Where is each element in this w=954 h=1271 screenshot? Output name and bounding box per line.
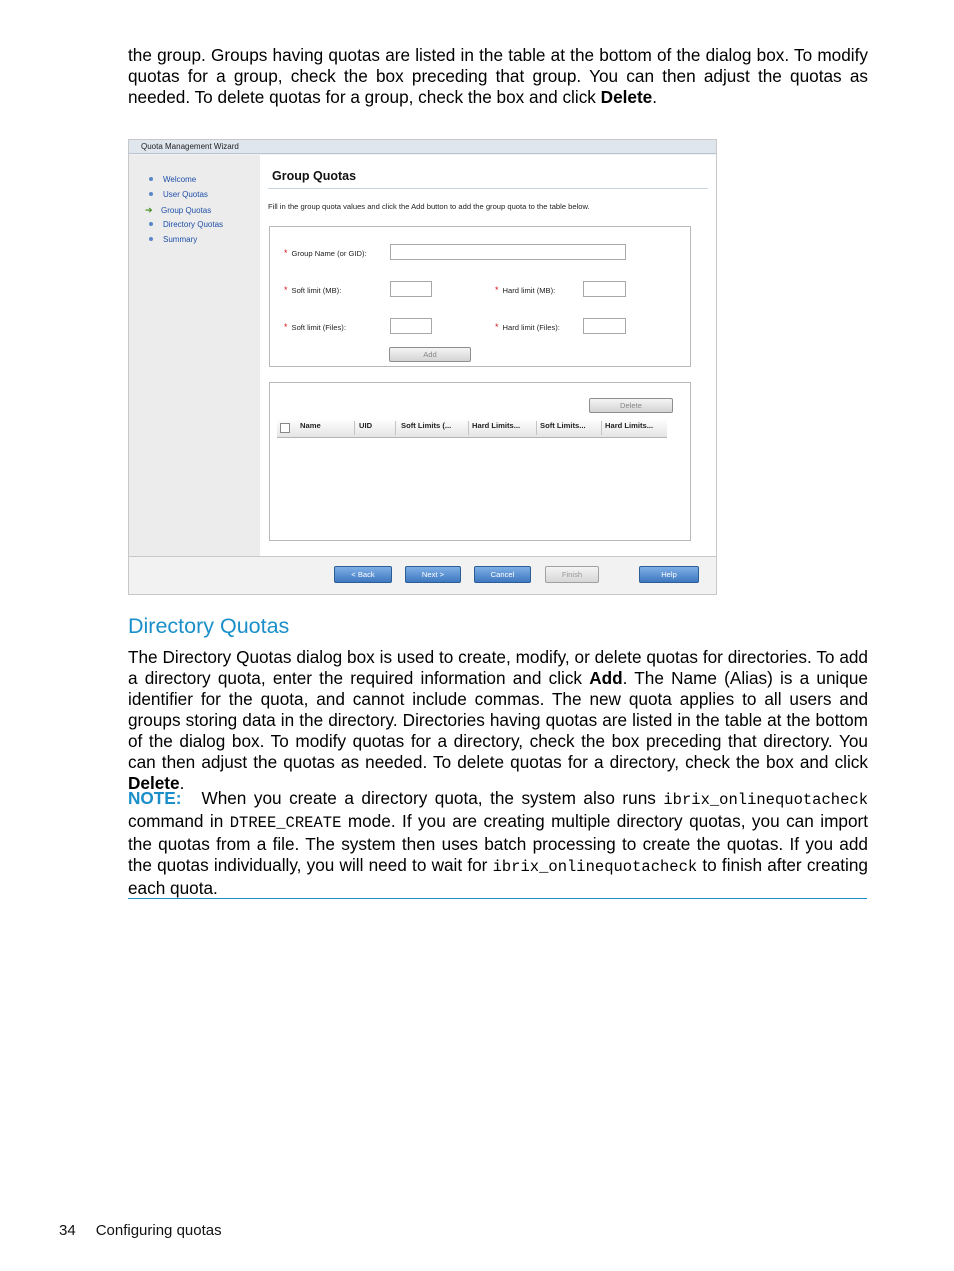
section-text: The Directory Quotas dialog box is used to create, modify, or delete quotas for directories. To add a directory quota, enter the required information and click xyxy=(128,647,868,688)
hard-limit-files-input[interactable] xyxy=(583,318,626,334)
back-button[interactable]: < Back xyxy=(334,566,392,583)
hard-limit-mb-label xyxy=(495,285,555,295)
soft-limit-mb-label xyxy=(284,285,341,295)
field-label: Hard limit (MB): xyxy=(502,286,556,295)
nav-label: Summary xyxy=(163,235,198,244)
finish-button[interactable]: Finish xyxy=(545,566,599,583)
page-number: 34 xyxy=(59,1222,76,1239)
required-icon: * xyxy=(284,285,288,295)
wizard-nav xyxy=(129,155,260,556)
wizard-title-bar: Quota Management Wizard xyxy=(129,140,716,154)
section-heading: Directory Quotas xyxy=(128,614,290,638)
field-label: Soft limit (Files): xyxy=(291,323,346,332)
column-separator xyxy=(601,421,602,435)
required-icon: * xyxy=(284,248,288,258)
nav-item-directory-quotas[interactable] xyxy=(149,220,223,230)
add-button[interactable]: Add xyxy=(389,347,471,362)
wizard-main-panel xyxy=(260,155,716,556)
delete-term: Delete xyxy=(128,773,180,793)
next-button[interactable]: Next > xyxy=(405,566,461,583)
note-text: command in xyxy=(128,811,230,831)
note-label: NOTE: xyxy=(128,788,182,808)
mode-code: DTREE_CREATE xyxy=(229,814,342,832)
chapter-title: Configuring quotas xyxy=(95,1222,222,1239)
column-separator xyxy=(468,421,469,435)
bullet-icon xyxy=(149,222,153,226)
bullet-icon xyxy=(149,177,153,181)
required-icon: * xyxy=(495,285,499,295)
delete-button[interactable]: Delete xyxy=(589,398,673,413)
intro-paragraph xyxy=(128,45,868,108)
arrow-right-icon: ➔ xyxy=(145,205,153,215)
soft-limit-mb-input[interactable] xyxy=(390,281,432,297)
required-icon: * xyxy=(495,322,499,332)
nav-item-group-quotas[interactable] xyxy=(145,205,212,216)
column-header-hard-limits-mb[interactable]: Hard Limits... xyxy=(472,421,521,430)
title-divider xyxy=(268,188,708,189)
group-name-label xyxy=(284,248,367,258)
note-text: When you create a directory quota, the system also runs xyxy=(201,788,664,808)
note-text: mode. If you are creating multiple directory quotas, you can import the quotas from a file. The system then uses batch processing to create the quotas. If you add the quotas individually, you will need to wait for xyxy=(128,811,868,875)
nav-label: Welcome xyxy=(163,175,197,184)
column-separator xyxy=(536,421,537,435)
hard-limit-files-label xyxy=(495,322,560,332)
add-term: Add xyxy=(589,668,623,688)
note-block xyxy=(128,788,868,899)
group-name-input[interactable] xyxy=(390,244,626,260)
section-text: . The Name (Alias) is a unique identifier for the quota, and cannot include commas. The new quota applies to all users and groups storing data in the directory. Directories having quotas are listed in the table at the bottom of the dialog box. To modify quotas for a directory, check the box preceding that directory. You can then adjust the quotas as needed. To delete quotas for a directory, check the box and click xyxy=(128,668,868,772)
section-period: . xyxy=(179,773,185,793)
page-footer xyxy=(59,1222,222,1239)
bullet-icon xyxy=(149,192,153,196)
hard-limit-mb-input[interactable] xyxy=(583,281,626,297)
help-button[interactable]: Help xyxy=(639,566,699,583)
quota-wizard-screenshot xyxy=(128,139,717,595)
column-separator xyxy=(354,421,355,435)
bullet-icon xyxy=(149,237,153,241)
field-label: Soft limit (MB): xyxy=(291,286,342,295)
required-icon: * xyxy=(284,322,288,332)
field-label: Hard limit (Files): xyxy=(502,323,560,332)
nav-label: Group Quotas xyxy=(161,206,212,215)
command-code: ibrix_onlinequotacheck xyxy=(663,791,868,809)
soft-limit-files-input[interactable] xyxy=(390,318,432,334)
soft-limit-files-label xyxy=(284,322,346,332)
intro-period: . xyxy=(652,87,658,107)
nav-item-summary[interactable] xyxy=(149,235,197,245)
nav-item-user-quotas[interactable] xyxy=(149,190,208,200)
command-code: ibrix_onlinequotacheck xyxy=(492,858,698,876)
column-header-name[interactable]: Name xyxy=(300,421,321,430)
column-header-uid[interactable]: UID xyxy=(359,421,373,430)
intro-text: the group. Groups having quotas are listed in the table at the bottom of the dialog box. To modify quotas for a group, check the box preceding that group. You can then adjust the quotas as needed. To delete quotas for a group, check the box and click xyxy=(128,45,868,107)
panel-title: Group Quotas xyxy=(272,169,357,183)
note-divider xyxy=(128,898,867,899)
column-header-soft-limits-files[interactable]: Soft Limits... xyxy=(540,421,586,430)
select-all-checkbox[interactable] xyxy=(280,423,290,433)
note-text: to finish after creating each quota. xyxy=(128,855,868,898)
nav-item-welcome[interactable] xyxy=(149,175,196,185)
section-paragraph xyxy=(128,647,868,794)
column-header-soft-limits-mb[interactable]: Soft Limits (... xyxy=(401,421,452,430)
delete-term: Delete xyxy=(600,87,653,107)
column-header-hard-limits-files[interactable]: Hard Limits... xyxy=(605,421,654,430)
instructions: Fill in the group quota values and click the Add button to add the group quota to the table below. xyxy=(268,202,590,211)
nav-label: Directory Quotas xyxy=(163,220,224,229)
field-label: Group Name (or GID): xyxy=(291,249,367,258)
nav-label: User Quotas xyxy=(163,190,208,199)
column-separator xyxy=(395,421,396,435)
cancel-button[interactable]: Cancel xyxy=(474,566,531,583)
footer-divider xyxy=(129,556,716,557)
